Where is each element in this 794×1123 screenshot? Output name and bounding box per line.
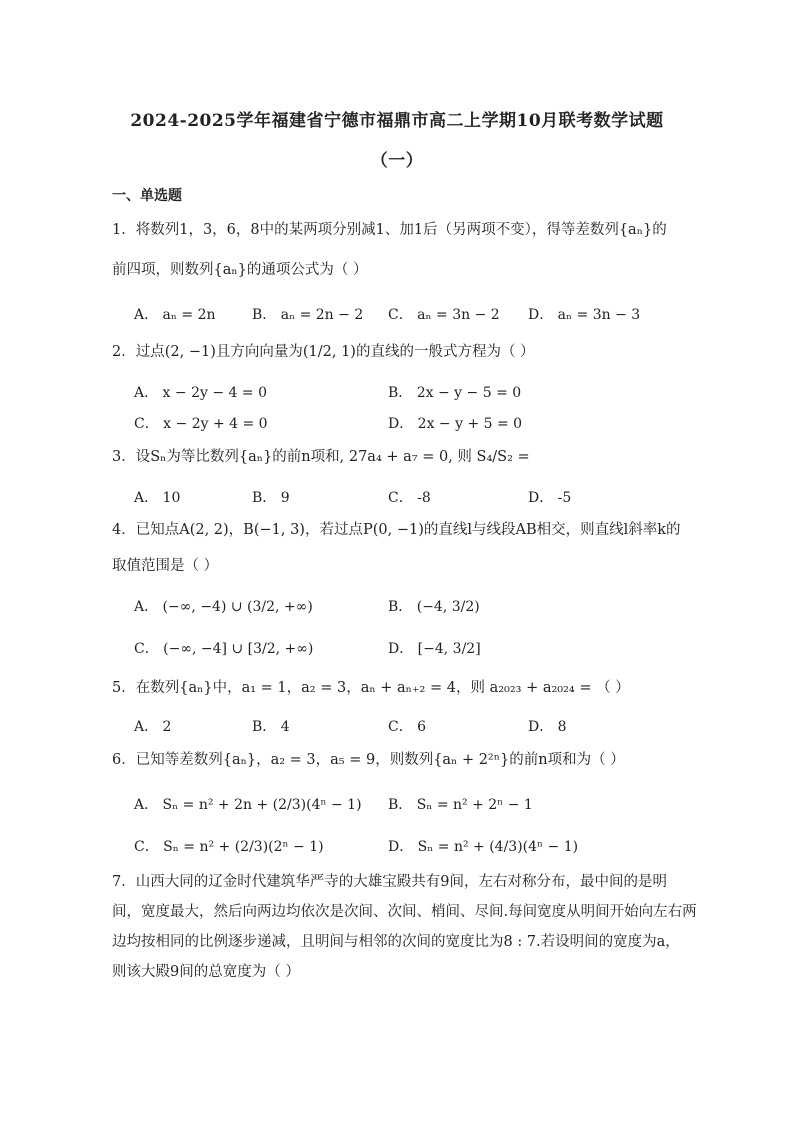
- question-6-line-1: 6．已知等差数列{aₙ}，a₂ = 3，a₅ = 9，则数列{aₙ + 2²ⁿ}的前n项和为（ ）: [112, 752, 625, 768]
- question-6-option-a: A． Sₙ = n² + 2n + (2/3)(4ⁿ − 1): [134, 797, 362, 813]
- question-1-line-2: 前四项，则数列{aₙ}的通项公式为（ ）: [112, 262, 368, 278]
- question-5-option-c: C． 6: [388, 719, 427, 735]
- question-1-line-1: 1．将数列1，3，6，8中的某两项分别减1、加1后（另两项不变），得等差数列{aₙ}的: [112, 222, 667, 238]
- question-5-line-1: 5．在数列{aₙ}中，a₁ = 1，a₂ = 3，aₙ + aₙ₊₂ = 4，则 a₂₀₂₃ + a₂₀₂₄ = （ ）: [112, 680, 630, 696]
- question-7-line-3: 边均按相同的比例逐步递减，且明间与相邻的次间的宽度比为8 : 7.若设明间的宽度为a，: [112, 934, 680, 950]
- question-7-line-1: 7．山西大同的辽金时代建筑华严寺的大雄宝殿共有9间，左右对称分布，最中间的是明: [112, 874, 667, 890]
- question-5-option-b: B． 4: [252, 719, 290, 735]
- question-7-line-4: 则该大殿9间的总宽度为（ ）: [112, 964, 300, 980]
- question-6-option-b: B． Sₙ = n² + 2ⁿ − 1: [388, 797, 533, 813]
- question-3-option-a: A． 10: [134, 490, 181, 506]
- question-1-option-b: B． aₙ = 2n − 2: [252, 307, 364, 323]
- question-1-option-a: A． aₙ = 2n: [134, 307, 216, 323]
- question-1-option-c: C． aₙ = 3n − 2: [388, 307, 500, 323]
- question-7-line-2: 间，宽度最大，然后向两边均依次是次间、次间、梢间、尽间.每间宽度从明间开始向左右两: [112, 904, 697, 920]
- question-2-line-1: 2．过点(2, −1)且方向向量为(1/2, 1)的直线的一般式方程为（ ）: [112, 344, 535, 360]
- question-4-line-1: 4．已知点A(2, 2)，B(−1, 3)，若过点P(0, −1)的直线l与线段AB相交，则直线l斜率k的: [112, 522, 681, 538]
- question-4-option-b: B． (−4, 3/2): [388, 599, 480, 615]
- question-4-option-d: D． [−4, 3/2]: [388, 641, 481, 657]
- exam-title-subtitle: （一）: [370, 151, 424, 171]
- question-3-option-c: C． -8: [388, 490, 431, 506]
- question-6-option-d: D． Sₙ = n² + (4/3)(4ⁿ − 1): [388, 839, 579, 855]
- exam-title: 2024-2025学年福建省宁德市福鼎市高二上学期10月联考数学试题: [130, 111, 664, 131]
- question-5-option-a: A． 2: [134, 719, 172, 735]
- question-3-option-d: D． -5: [528, 490, 572, 506]
- question-2-option-d: D． 2x − y + 5 = 0: [388, 416, 523, 432]
- question-3-line-1: 3．设Sₙ为等比数列{aₙ}的前n项和, 27a₄ + a₇ = 0, 则 S₄/S₂ =: [112, 449, 530, 465]
- section-heading: 一、单选题: [112, 188, 182, 204]
- question-1-option-d: D． aₙ = 3n − 3: [528, 307, 641, 323]
- question-2-option-a: A． x − 2y − 4 = 0: [134, 385, 267, 401]
- question-6-option-c: C． Sₙ = n² + (2/3)(2ⁿ − 1): [134, 839, 324, 855]
- question-2-option-b: B． 2x − y − 5 = 0: [388, 385, 522, 401]
- question-3-option-b: B． 9: [252, 490, 290, 506]
- question-4-option-c: C． (−∞, −4] ∪ [3/2, +∞): [134, 641, 314, 657]
- question-4-option-a: A． (−∞, −4) ∪ (3/2, +∞): [134, 599, 313, 615]
- question-4-line-2: 取值范围是（ ）: [112, 558, 219, 574]
- question-2-option-c: C． x − 2y + 4 = 0: [134, 416, 268, 432]
- question-5-option-d: D． 8: [528, 719, 567, 735]
